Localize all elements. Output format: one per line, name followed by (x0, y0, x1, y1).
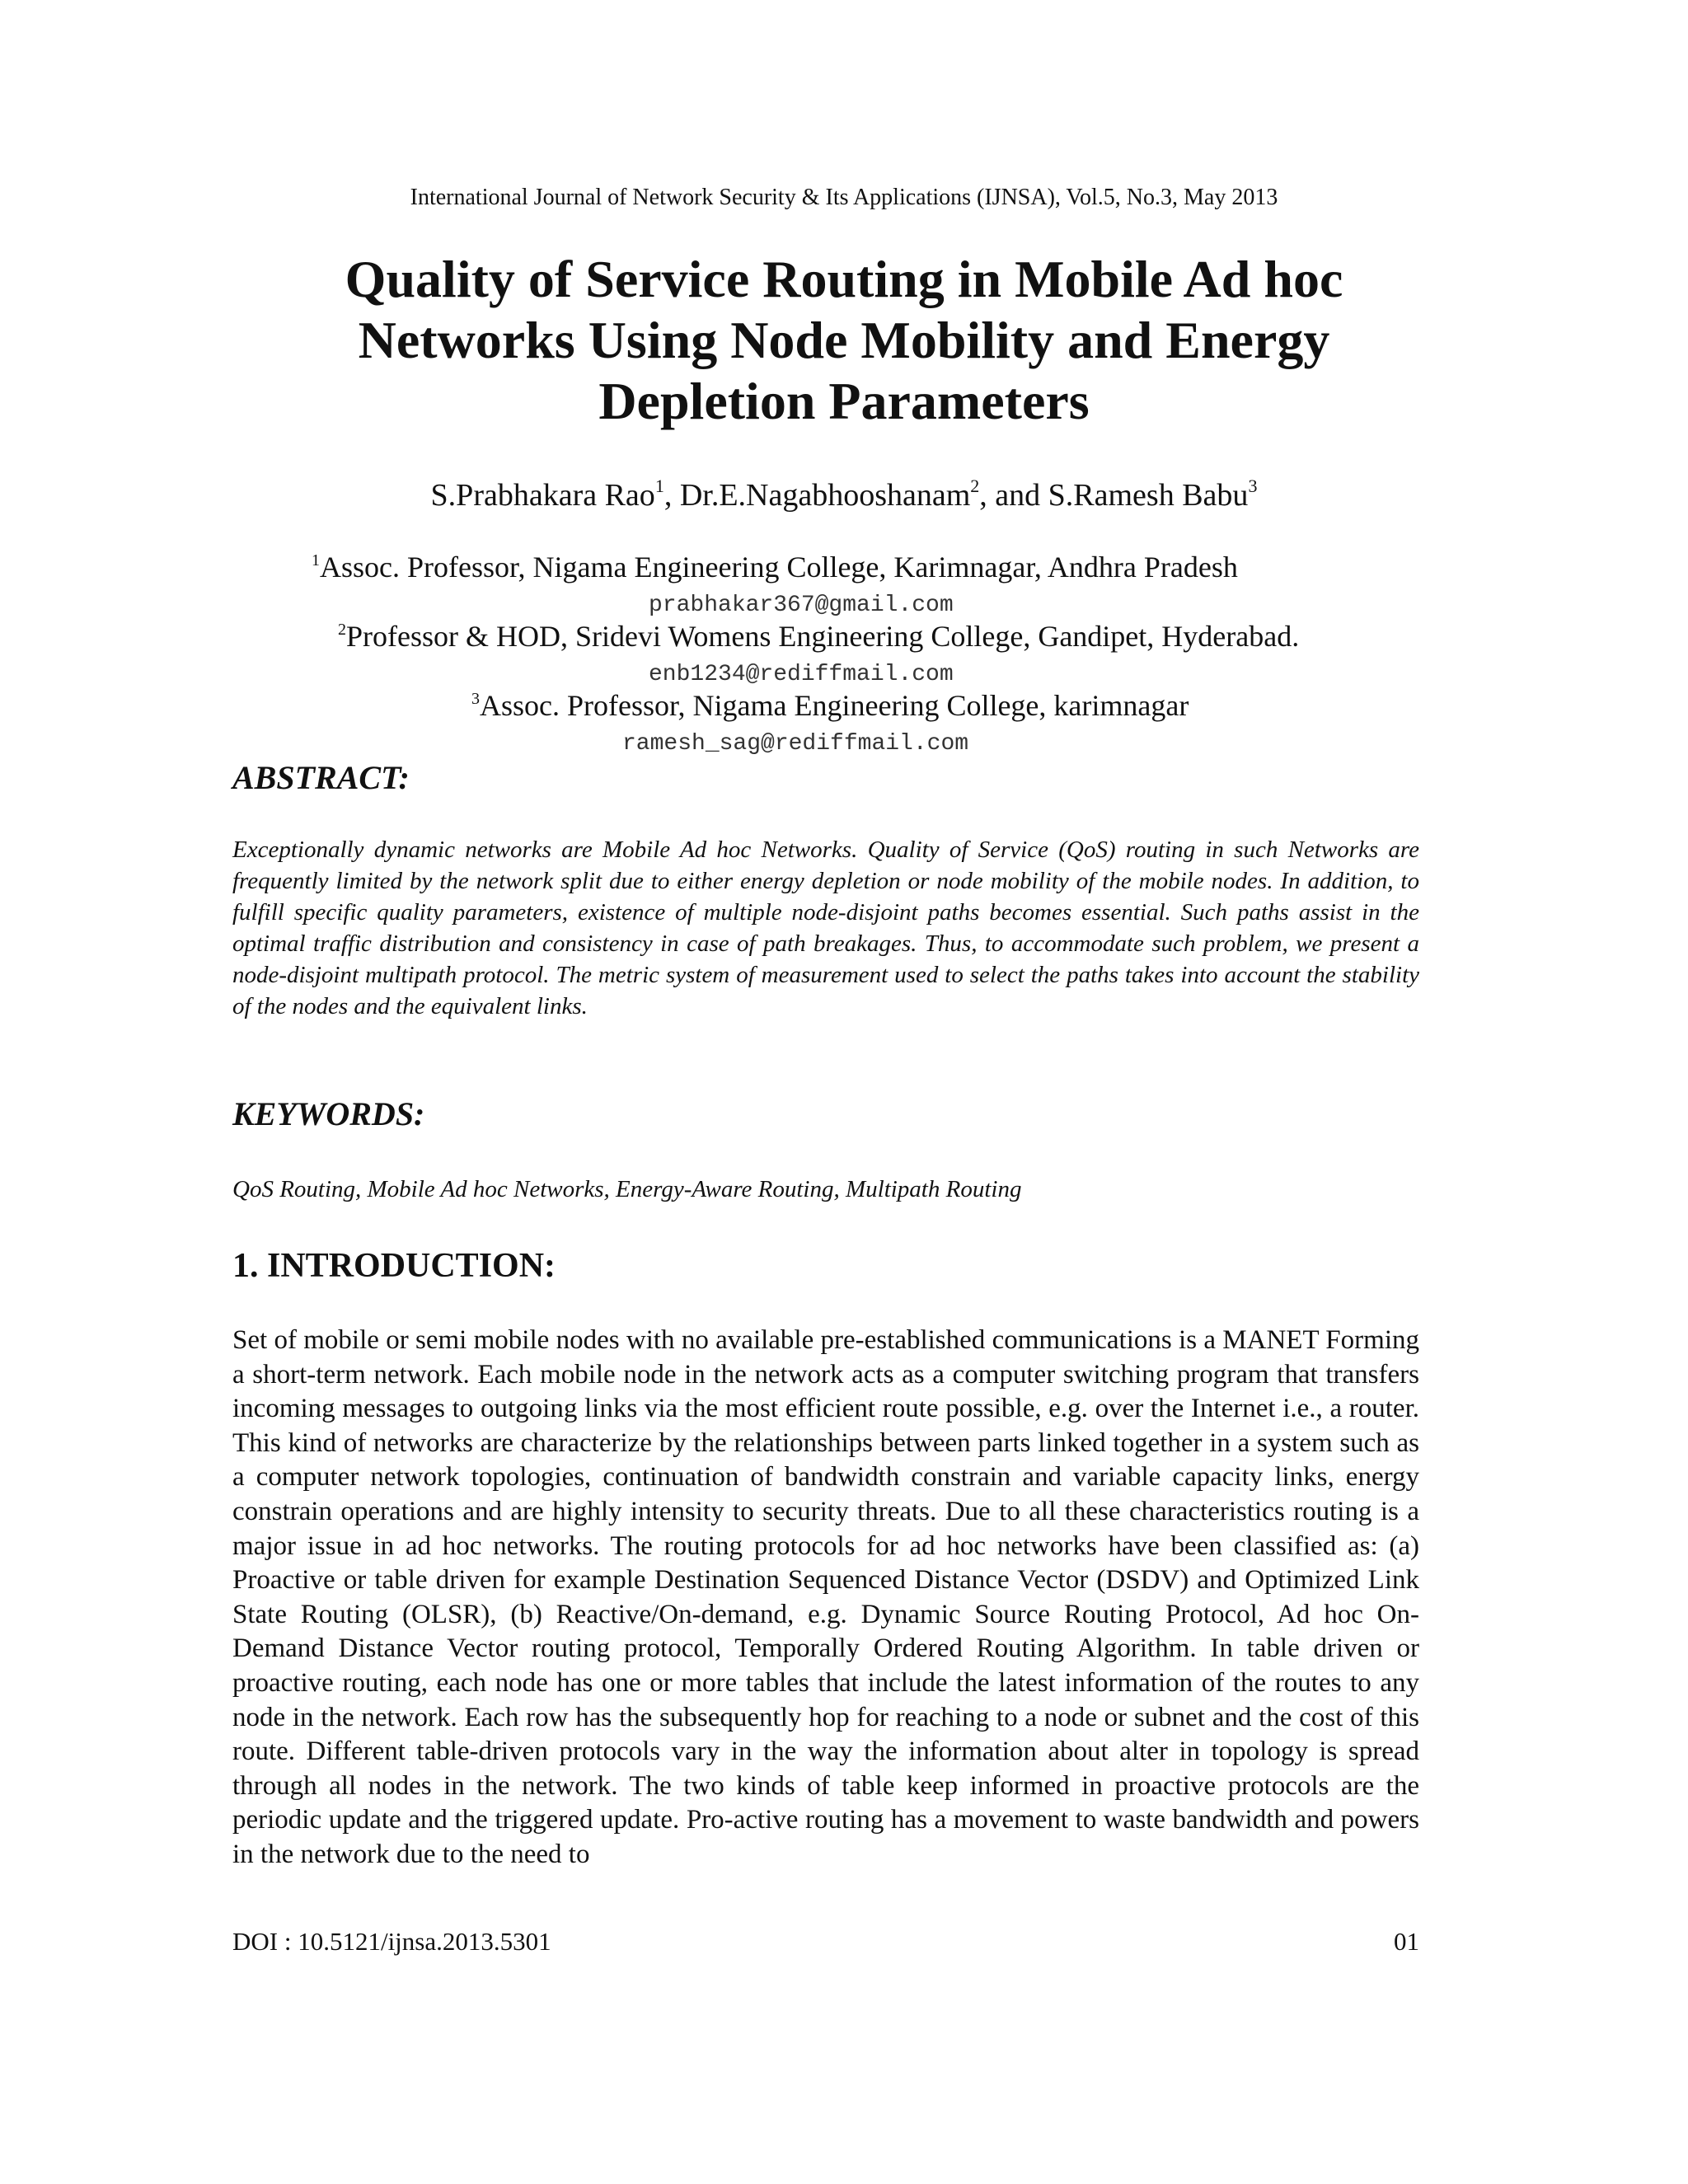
paper-title (231, 249, 1457, 432)
title-line: Quality of Service Routing in Mobile Ad hoc (345, 250, 1343, 308)
affiliation-mark: 3 (471, 690, 480, 708)
author-email: prabhakar367@gmail.com (649, 593, 954, 618)
introduction-heading: 1. INTRODUCTION: (232, 1247, 556, 1285)
affiliation (338, 618, 1299, 654)
abstract-heading: ABSTRACT: (232, 759, 410, 796)
affiliation-mark: 3 (1248, 476, 1258, 496)
keywords-text: QoS Routing, Mobile Ad hoc Networks, Energy-Aware Routing, Multipath Routing (232, 1176, 1022, 1202)
journal-header: International Journal of Network Security & Its Applications (IJNSA), Vol.5, No.3, May 2013 (410, 185, 1278, 210)
author-name: S.Prabhakara Rao (430, 478, 655, 513)
affiliation-mark: 1 (312, 551, 320, 569)
abstract-text: Exceptionally dynamic networks are Mobile Ad hoc Networks. Quality of Service (QoS) routing in such Networks are frequently limited by the network split due to either energy depletion or node mobility of the mobile nodes. In addition, to fulfill specific quality parameters, existence of multiple node-disjoint paths becomes essential. Such paths assist in the optimal traffic distribution and consistency in case of path breakages. Thus, to accommodate such problem, we present a node-disjoint multipath protocol. The metric system of measurement used to select the paths takes into account the stability of the nodes and the equivalent links. (232, 837, 1419, 1019)
author-name: S.Ramesh Babu (1048, 478, 1249, 513)
title-line: Depletion Parameters (598, 372, 1090, 430)
author-email: ramesh_sag@rediffmail.com (622, 731, 969, 757)
affiliation (471, 687, 1189, 724)
author-email: enb1234@rediffmail.com (649, 662, 954, 687)
affiliation (312, 549, 1238, 585)
author-name: Dr.E.Nagabhooshanam (679, 478, 971, 513)
affiliation-text: Assoc. Professor, Nigama Engineering College, Karimnagar, Andhra Pradesh (320, 551, 1238, 583)
affiliation-mark: 2 (970, 476, 980, 496)
title-line: Networks Using Node Mobility and Energy (358, 311, 1330, 369)
keywords-heading: KEYWORDS: (232, 1095, 425, 1132)
doi: DOI : 10.5121/ijnsa.2013.5301 (232, 1927, 551, 1956)
author-separator: , and (979, 478, 1048, 513)
page-number: 01 (1394, 1927, 1419, 1956)
affiliation-mark: 1 (654, 476, 664, 496)
affiliation-text: Professor & HOD, Sridevi Womens Engineering College, Gandipet, Hyderabad. (346, 620, 1300, 653)
affiliation-text: Assoc. Professor, Nigama Engineering College, karimnagar (480, 689, 1189, 722)
introduction-text: Set of mobile or semi mobile nodes with no available pre-established communications is a MANET Forming a short-term network. Each mobile node in the network acts as a computer switching program that transfers incoming messages to outgoing links via the most efficient route possible, e.g. over the Internet i.e., a router. This kind of networks are characterize by the relationships between parts linked together in a system such as a computer network topologies, continuation of bandwidth constrain and variable capacity links, energy constrain operations and are highly intensity to security threats. Due to all these characteristics routing is a major issue in ad hoc networks. The routing protocols for ad hoc networks have been classified as: (a) Proactive or table driven for example Destination Sequenced Distance Vector (DSDV) and Optimized Link State Routing (OLSR), (b) Reactive/On-demand, e.g. Dynamic Source Routing Protocol, Ad hoc On-Demand Distance Vector routing protocol, Temporally Ordered Routing Algorithm. In table driven or proactive routing, each node has one or more tables that include the latest information of the routes to any node in the network. Each row has the subsequently hop for reaching to a node or subnet and the cost of this route. Different table-driven protocols vary in the way the information about alter in topology is spread through all nodes in the network. The two kinds of table keep informed in proactive protocols are the periodic update and the triggered update. Pro-active routing has a movement to waste bandwidth and powers in the network due to the need to (232, 1325, 1419, 1869)
author-separator: , (663, 478, 680, 513)
affiliation-mark: 2 (338, 621, 346, 639)
author-list (0, 466, 1688, 515)
